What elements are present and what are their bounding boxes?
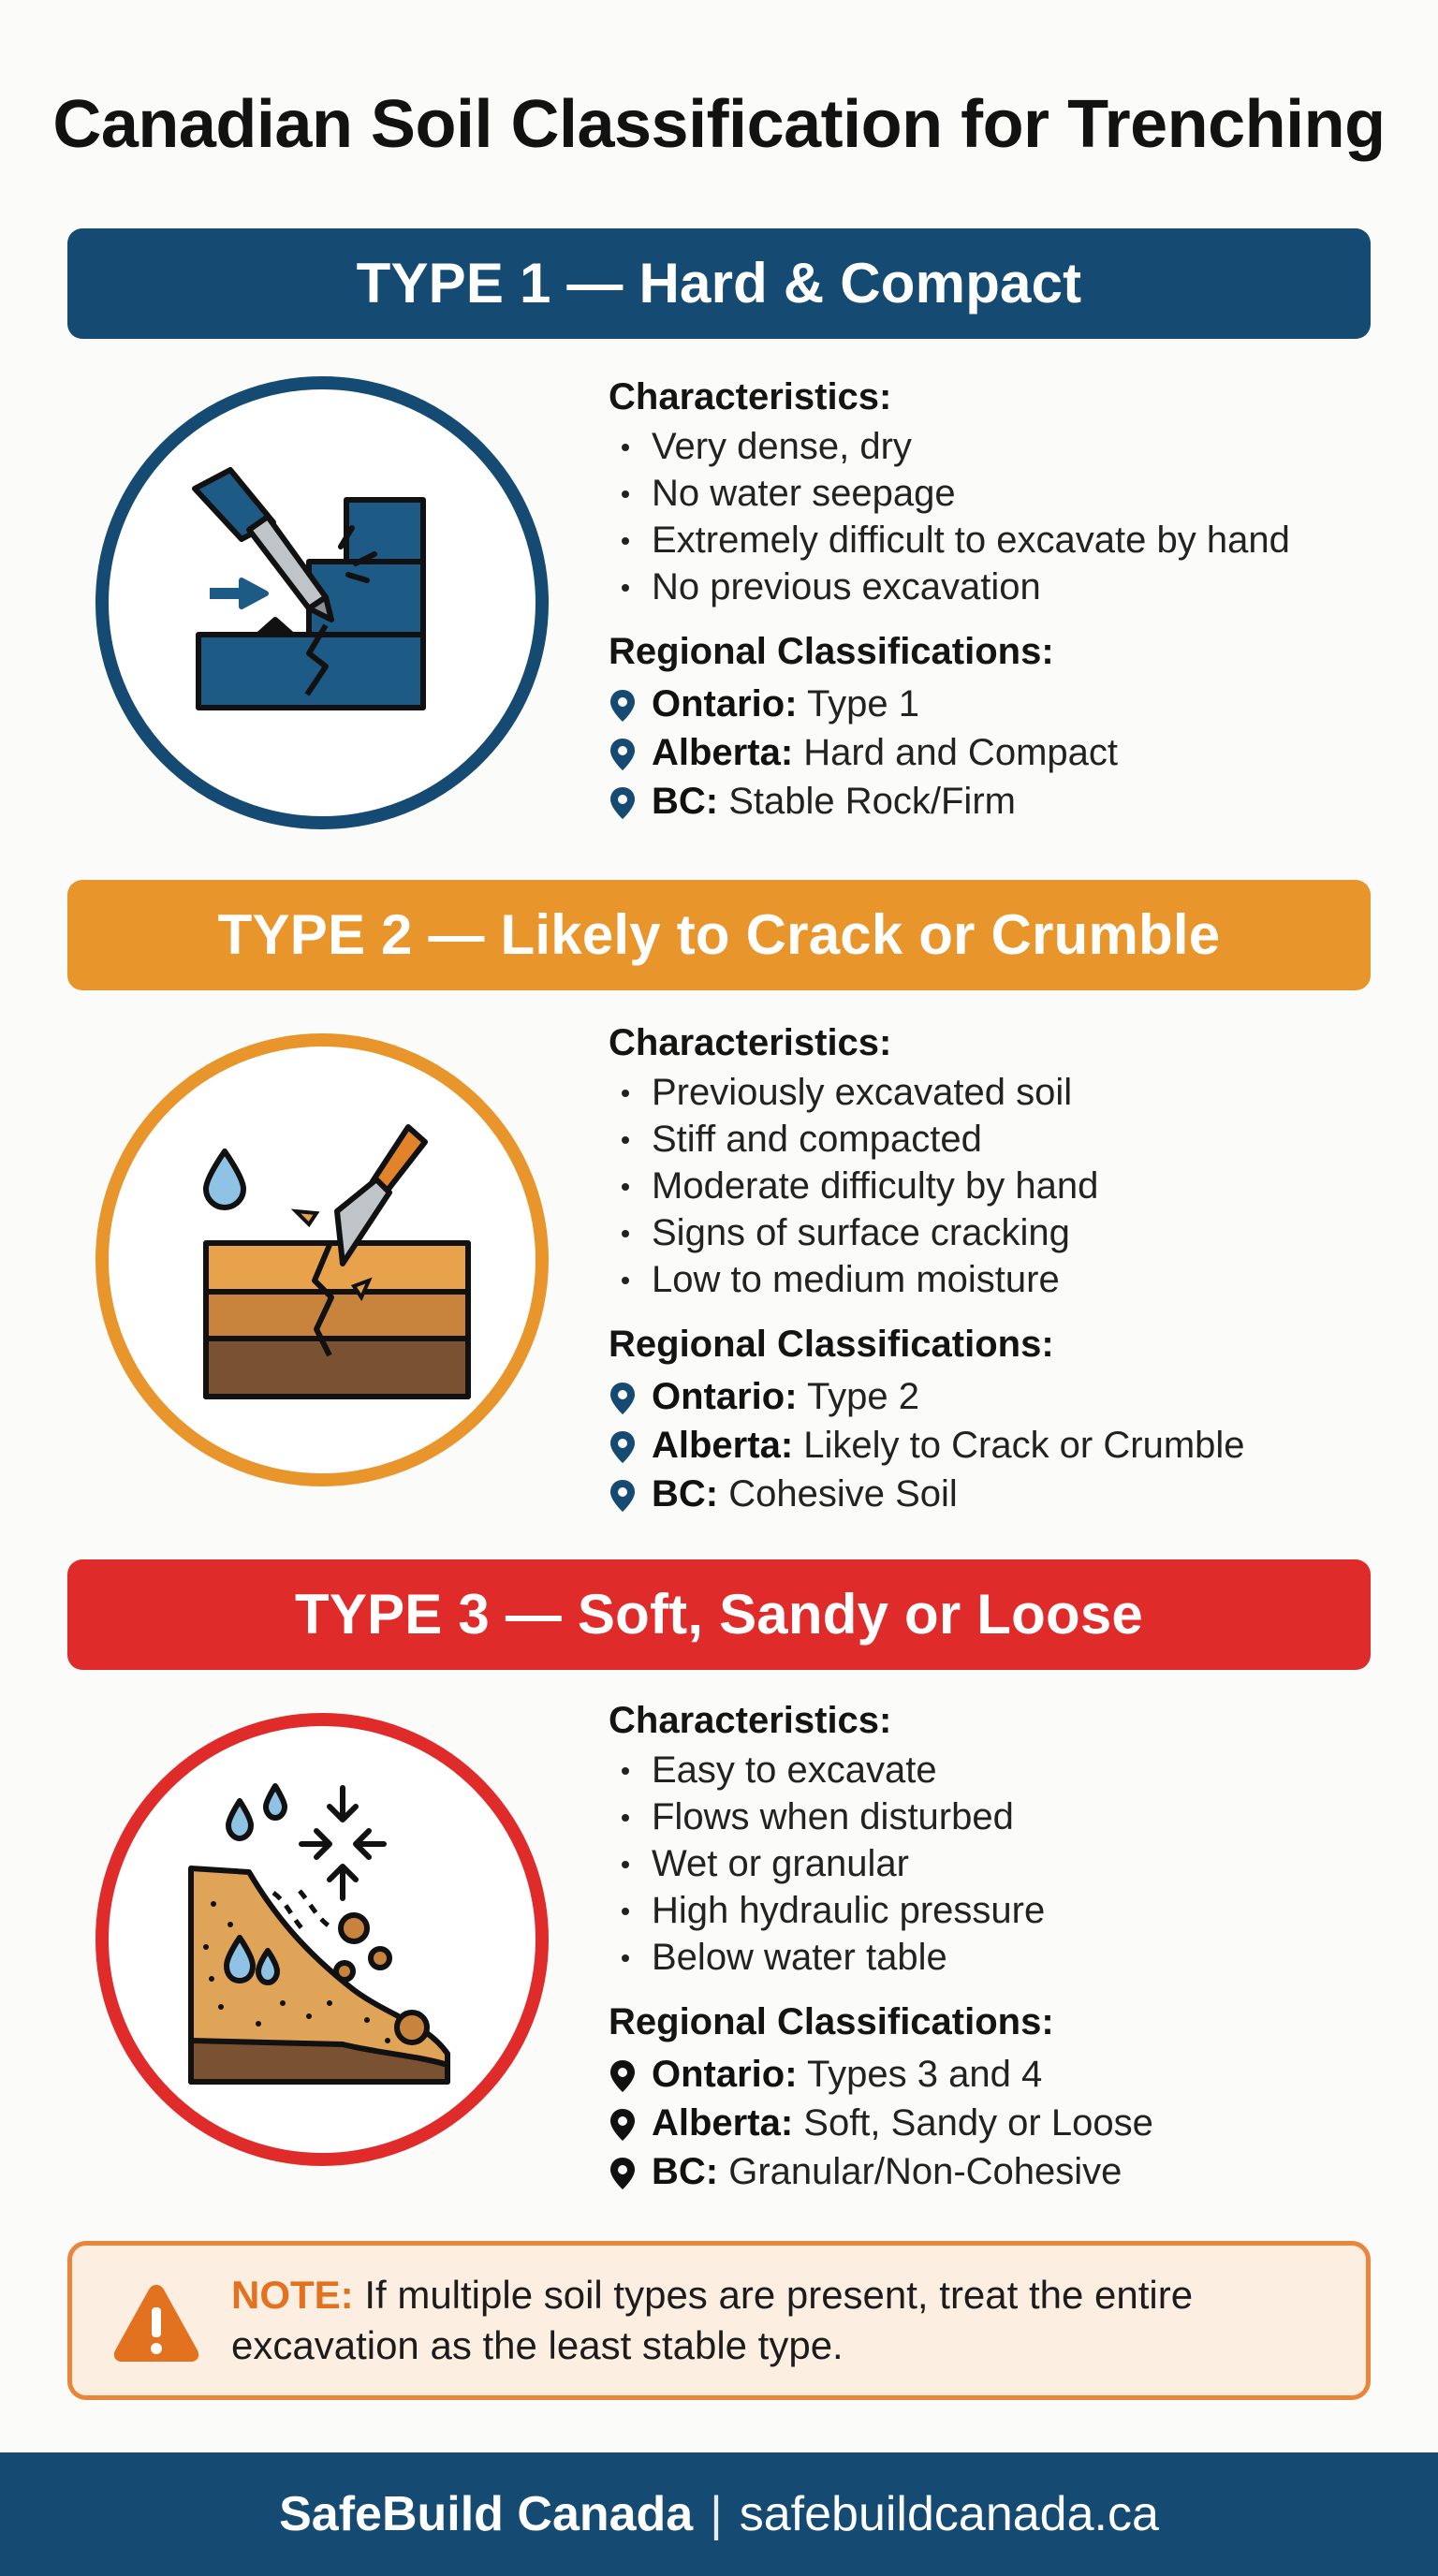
characteristics-list — [609, 1747, 1376, 1981]
list-item: Stiff and compacted — [609, 1116, 1376, 1163]
type-3-banner: TYPE 3 — Soft, Sandy or Loose — [67, 1559, 1371, 1670]
list-item: Flows when disturbed — [609, 1793, 1376, 1840]
footer-brand: SafeBuild Canada — [279, 2487, 694, 2541]
province-label: BC: — [652, 2151, 719, 2192]
note-box — [67, 2241, 1371, 2400]
footer — [0, 2452, 1438, 2576]
list-item: High hydraulic pressure — [609, 1887, 1376, 1934]
footer-separator: | — [710, 2487, 723, 2541]
characteristics-heading: Characteristics: — [609, 1022, 892, 1063]
province-value: Types 3 and 4 — [806, 2054, 1043, 2095]
province-label: Ontario: — [652, 1376, 798, 1417]
page-title: Canadian Soil Classification for Trenching — [52, 87, 1386, 162]
characteristics-heading: Characteristics: — [609, 1700, 892, 1741]
type-1-banner: TYPE 1 — Hard & Compact — [67, 228, 1371, 339]
province-value: Hard and Compact — [803, 732, 1118, 773]
location-pin-icon — [609, 1381, 637, 1416]
location-pin-icon — [609, 2058, 637, 2094]
list-item: Very dense, dry — [609, 423, 1376, 470]
region-bc — [609, 777, 1376, 826]
region-alberta — [609, 1421, 1376, 1470]
province-value: Type 1 — [806, 683, 920, 724]
location-pin-icon — [609, 1478, 637, 1514]
list-item: Extremely difficult to excavate by hand — [609, 517, 1376, 564]
list-item: No water seepage — [609, 470, 1376, 517]
footer-url[interactable]: safebuildcanada.ca — [739, 2487, 1159, 2541]
province-label: BC: — [652, 1473, 719, 1515]
location-pin-icon — [609, 737, 637, 772]
cracked-soil-trowel-icon — [109, 1046, 562, 1500]
list-item: Wet or granular — [609, 1840, 1376, 1887]
province-label: Alberta: — [652, 2102, 794, 2144]
region-ontario — [609, 2050, 1376, 2099]
province-value: Likely to Crack or Crumble — [803, 1425, 1245, 1466]
type-1-info — [609, 373, 1376, 826]
characteristics-list — [609, 423, 1376, 610]
province-value: Stable Rock/Firm — [728, 781, 1016, 822]
location-pin-icon — [609, 2156, 637, 2191]
characteristics-list — [609, 1069, 1376, 1303]
type-2-icon-circle — [95, 1033, 549, 1486]
list-item: Below water table — [609, 1934, 1376, 1981]
list-item: Easy to excavate — [609, 1747, 1376, 1793]
characteristics-heading: Characteristics: — [609, 376, 892, 417]
province-label: Ontario: — [652, 2054, 798, 2095]
province-value: Soft, Sandy or Loose — [803, 2102, 1153, 2144]
warning-triangle-icon — [111, 2281, 201, 2364]
type-3-info — [609, 1696, 1376, 2196]
type-2-banner: TYPE 2 — Likely to Crack or Crumble — [67, 880, 1371, 990]
type-2-info — [609, 1018, 1376, 1518]
region-bc — [609, 2147, 1376, 2196]
location-pin-icon — [609, 785, 637, 821]
list-item: No previous excavation — [609, 564, 1376, 610]
list-item: Previously excavated soil — [609, 1069, 1376, 1116]
region-bc — [609, 1470, 1376, 1518]
province-label: Alberta: — [652, 732, 794, 773]
regions-list — [609, 2050, 1376, 2196]
location-pin-icon — [609, 2107, 637, 2143]
regional-heading: Regional Classifications: — [609, 631, 1054, 672]
list-item: Low to medium moisture — [609, 1256, 1376, 1303]
location-pin-icon — [609, 1429, 637, 1465]
note-text — [231, 2270, 1336, 2371]
province-value: Type 2 — [806, 1376, 920, 1417]
region-alberta — [609, 728, 1376, 777]
province-label: BC: — [652, 781, 719, 822]
region-ontario — [609, 680, 1376, 728]
rock-chisel-icon — [109, 389, 562, 842]
regions-list — [609, 1372, 1376, 1518]
province-label: Alberta: — [652, 1425, 794, 1466]
type-3-icon-circle — [95, 1713, 549, 2166]
region-ontario — [609, 1372, 1376, 1421]
regions-list — [609, 680, 1376, 826]
location-pin-icon — [609, 688, 637, 724]
loose-sandy-soil-icon — [109, 1726, 562, 2179]
region-alberta — [609, 2099, 1376, 2147]
list-item: Signs of surface cracking — [609, 1209, 1376, 1256]
type-1-icon-circle — [95, 376, 549, 829]
note-body: If multiple soil types are present, treat the entire excavation as the least stable type. — [231, 2273, 1194, 2367]
province-value: Cohesive Soil — [728, 1473, 958, 1515]
note-label: NOTE: — [231, 2273, 354, 2317]
province-label: Ontario: — [652, 683, 798, 724]
regional-heading: Regional Classifications: — [609, 2001, 1054, 2042]
list-item: Moderate difficulty by hand — [609, 1163, 1376, 1209]
province-value: Granular/Non-Cohesive — [728, 2151, 1123, 2192]
regional-heading: Regional Classifications: — [609, 1324, 1054, 1365]
